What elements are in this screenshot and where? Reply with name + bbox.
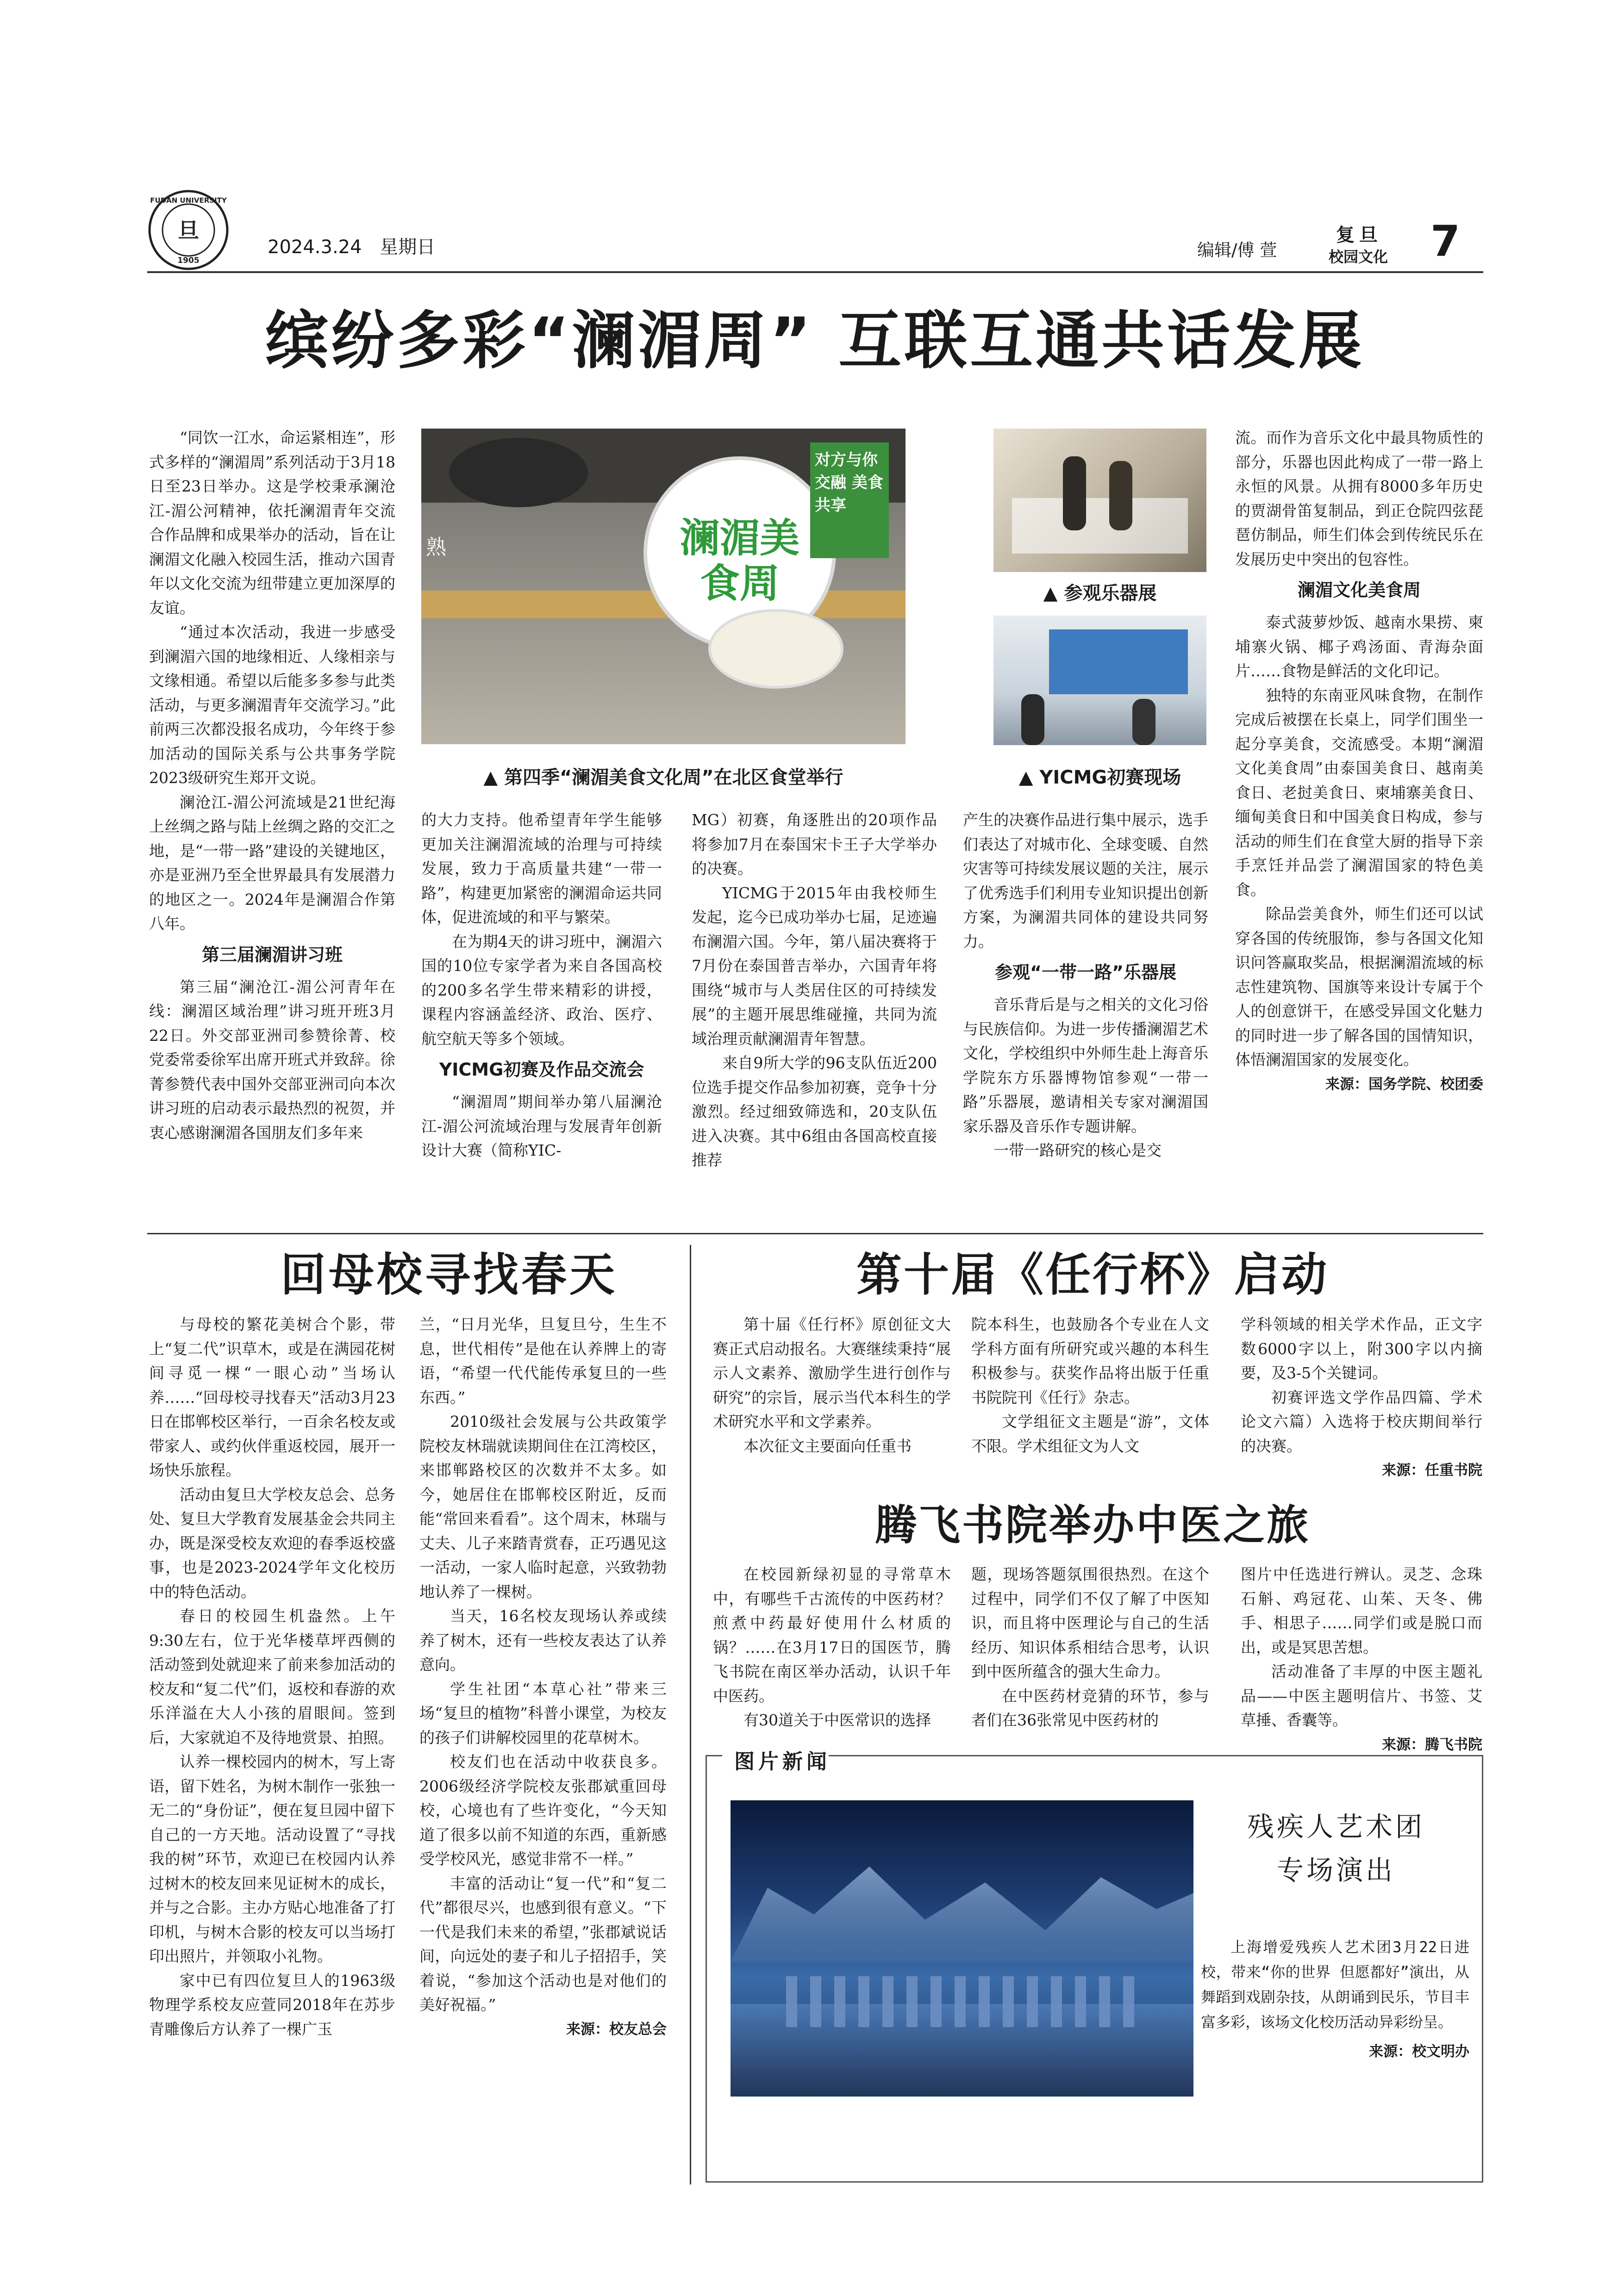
food-week-photo <box>421 429 906 744</box>
paragraph: 活动由复旦大学校友总会、总务处、复旦大学教育发展基金会共同主办，既是深受校友欢迎的春季返校盛事，也是2023-2024学年文化校历中的特色活动。 <box>149 1485 395 1601</box>
paragraph: 初赛评选文学作品四篇、学术论文六篇）入选将于校庆期间举行的决赛。 <box>1241 1388 1482 1455</box>
paragraph: 图片中任选进行辨认。灵芝、念珠石斛、鸡冠花、山茱、天冬、佛手、相思子……同学们或是脱口而出，或是冥思苦想。 <box>1241 1565 1482 1656</box>
subheading: 参观“一带一路”乐器展 <box>995 962 1176 983</box>
paragraph: 第十届《任行杯》原创征文大赛正式启动报名。大赛继续秉持“展示人文素养、激励学生进行创作与研究”的宗旨，展示当代本科生的学术研究水平和文学素养。 <box>713 1315 951 1431</box>
photo-news-title-line: 残疾人艺术团 <box>1247 1811 1425 1842</box>
lancang-column-1 <box>149 426 395 1259</box>
photo-news-title <box>1206 1805 1466 1892</box>
paragraph: 独特的东南亚风味食物，在制作完成后被摆在长桌上，同学们围坐一起分享美食，交流感受。本期“澜湄文化美食周”由泰国美食日、越南美食日、老挝美食日、柬埔寨美食日、缅甸美食日和中国美食日构成，参与活动的师生们在食堂大厨的指导下亲手烹饪并品尝了澜湄国家的特色美食。 <box>1235 686 1483 899</box>
paragraph: 音乐背后是与之相关的文化习俗与民族信仰。为进一步传播澜湄艺术文化，学校组织中外师生赴上海音乐学院东方乐器博物馆参观“一带一路”乐器展，邀请相关专家对澜湄国家乐器及音乐作专题讲解。 <box>963 996 1208 1135</box>
paragraph: 来自9所大学的96支队伍近200位选手提交作品参加初赛，竞争十分激烈。经过细致筛选和，20支队伍进入决赛。其中6组由各国高校直接推荐 <box>692 1054 937 1169</box>
main-headline: 缤纷多彩“澜湄周” 互联互通共话发展 <box>265 305 1365 378</box>
photo-news-title-line: 专场演出 <box>1276 1854 1395 1886</box>
yicmg-contest-photo <box>993 616 1206 745</box>
article-source: 来源：任重书院 <box>1382 1462 1482 1479</box>
paragraph: 一带一路研究的核心是交 <box>993 1141 1162 1159</box>
seal-text: FUDAN UNIVERSITY <box>150 196 227 205</box>
vertical-divider <box>690 1245 691 2184</box>
renxing-column-2 <box>971 1313 1209 1507</box>
paragraph: 除品尝美食外，师生们还可以试穿各国的传统服饰，参与各国文化知识问答赢取奖品，根据澜湄流域的标志性建筑物、国旗等来设计专属于个人的创意饼干，在感受异国文化魅力的同时进一步了解各国的国情知识，体悟澜湄国家的发展变化。 <box>1235 905 1483 1069</box>
paragraph: 在为期4天的讲习班中，澜湄六国的10位专家学者为来自各国高校的200多名学生带来精彩的讲授，课程内容涵盖经济、政治、医疗、航空航天等多个领域。 <box>421 932 662 1048</box>
lancang-column-2 <box>421 808 662 1225</box>
paragraph: 学生社团“本草心社”带来三场“复旦的植物”科普小课堂，为校友的孩子们讲解校园里的花草树木。 <box>419 1680 667 1747</box>
renxing-column-3 <box>1241 1313 1482 1507</box>
paragraph: 有30道关于中医常识的选择 <box>743 1711 931 1729</box>
paragraph: 当天，16名校友现场认养或续养了树木，还有一些校友表达了认养意向。 <box>419 1607 667 1674</box>
renxing-column-1 <box>713 1313 951 1507</box>
paragraph: 活动准备了丰厚的中医主题礼品——中医主题明信片、书签、艾草捶、香囊等。 <box>1241 1662 1482 1729</box>
paragraph: 文学组征文主题是“游”，文体不限。学术组征文为人文 <box>971 1412 1209 1455</box>
paragraph: 学科领域的相关学术作品，正文字数6000字以上，附300字以内摘要，及3-5个关键词。 <box>1241 1315 1482 1382</box>
lancang-column-3 <box>692 808 937 1225</box>
alumni-column-1 <box>149 1313 395 2183</box>
paragraph: 产生的决赛作品进行集中展示，选手们表达了对城市化、全球变暖、自然灾害等可持续发展议题的关注，展示了优秀选手们利用专业知识提出创新方案，为澜湄共同体的建设共同努力。 <box>963 811 1208 951</box>
paragraph: 校友们也在活动中收获良多。2006级经济学院校友张郡斌重回母校，心境也有了些许变化，“今天知道了很多以前不知道的东西，重新感受学校风光，感觉非常不一样。” <box>419 1753 667 1868</box>
paragraph: 本次征文主要面向任重书 <box>743 1437 912 1455</box>
food-bowl <box>708 609 843 689</box>
article-source: 来源：国务学院、校团委 <box>1325 1076 1483 1093</box>
yicmg-photo-caption: ▲ YICMG初赛现场 <box>1018 767 1181 788</box>
lancang-column-4 <box>963 808 1208 1225</box>
renxing-headline: 第十届《任行杯》启动 <box>856 1248 1329 1301</box>
paragraph: 题，现场答题氛围很热烈。在这个过程中，同学们不仅了解了中医知识，而且将中医理论与自己的生活经历、知识体系相结合思考，认识到中医所蕴含的强大生命力。 <box>971 1565 1209 1680</box>
date-text: 2024.3.24 <box>268 236 362 258</box>
paragraph: YICMG于2015年由我校师生发起，迄今已成功举办七届，足迹遍布澜湄六国。今年，第八届决赛将于7月份在泰国普吉举办，六国青年将围绕“城市与人类居住区的可持续发展”的主题开展思维碰撞，共同为流域治理贡献澜湄青年智慧。 <box>692 884 937 1048</box>
photo-news-label: 图片新闻 <box>734 1750 831 1773</box>
tcm-column-3 <box>1241 1562 1482 1753</box>
paragraph: 兰，“日月光华，旦复旦兮，生生不息，世代相传”是他在认养牌上的寄语，“希望一代代能传承复旦的一些东西。” <box>419 1315 667 1406</box>
section-logo: 复旦 <box>1336 224 1382 246</box>
paragraph: 与母校的繁花美树合个影，带上“复二代”识草木，或是在满园花树间寻觅一棵“一眼心动”当场认养……“回母校寻找春天”活动3月23日在邯郸校区举行，一百余名校友或带家人、或约伙伴重返校园，展开一场快乐旅程。 <box>149 1315 395 1479</box>
lancang-column-5 <box>1235 426 1483 1226</box>
photo-news-text: 上海增爱残疾人艺术团3月22日进校，带来“你的世界 但愿都好”演出，从舞蹈到戏剧杂技，从朗诵到民乐，节目丰富多彩，该场文化校历活动异彩纷呈。 <box>1201 1938 1469 2031</box>
paragraph: 流。而作为音乐文化中最具物质性的部分，乐器也因此构成了一带一路上永恒的风景。从拥有8000多年历史的贾湖骨笛复制品，到正仓院四弦琵琶仿制品，师生们体会到传统民乐在发展历史中突出的包容性。 <box>1235 429 1483 568</box>
tcm-column-1 <box>713 1562 951 1738</box>
subheading: 澜湄文化美食周 <box>1297 580 1421 600</box>
section-divider <box>147 1233 1483 1234</box>
university-seal-logo <box>147 189 230 271</box>
paragraph: 院本科生，也鼓励各个专业在人文学科方面有所研究或兴趣的本科生积极参与。获奖作品将出版于任重书院院刊《任行》杂志。 <box>971 1315 1209 1406</box>
paragraph: 第三届“澜沧江-湄公河青年在线：澜湄区域治理”讲习班开班3月22日。外交部亚洲司参赞徐菁、校党委常委徐军出席开班式并致辞。徐菁参赞代表中国外交部亚洲司向本次讲习班的启动表示最热烈的祝贺，并衷心感谢澜湄各国朋友们多年来 <box>149 977 395 1142</box>
paragraph: 在中医药材竞猜的环节，参与者们在36张常见中医药材的 <box>971 1686 1209 1729</box>
paragraph: 2010级社会发展与公共政策学院校友林瑞就读期间住在江湾校区，来邯郸路校区的次数并不太多。如今，她居住在邯郸校区附近，反而能“常回来看看”。这个周末，林瑞与丈夫、儿子来踏青赏春，正巧遇见这一活动，一家人临时起意，兴致勃勃地认养了一棵树。 <box>419 1412 667 1601</box>
photo-news-source: 来源：校文明办 <box>1369 2043 1469 2060</box>
exhibition-photo-caption: ▲ 参观乐器展 <box>1043 583 1157 604</box>
tcm-headline: 腾飞书院举办中医之旅 <box>875 1500 1310 1549</box>
food-photo-caption: ▲ 第四季“澜湄美食文化周”在北区食堂举行 <box>483 767 843 788</box>
paragraph: 澜沧江-湄公河流域是21世纪海上丝绸之路与陆上丝绸之路的交汇之地，是“一带一路”建设的关键地区，亦是亚洲乃至全世界最具有发展潜力的地区之一。2024年是澜湄合作第八年。 <box>149 793 395 933</box>
alumni-headline: 回母校寻找春天 <box>280 1248 618 1301</box>
shelf-label: 熟 <box>426 535 446 559</box>
paragraph: 认养一棵校园内的树木，写上寄语，留下姓名，为树木制作一张独一无二的“身份证”，便在复旦园中留下自己的一方天地。活动设置了“寻找我的树”环节，欢迎已在校园内认养过树木的校友回来见证树木的成长，并与之合影。主办方贴心地准备了打印机，与树木合影的校友可以当场打印出照片，并领取小礼物。 <box>149 1753 395 1965</box>
seal-year: 1905 <box>177 256 200 265</box>
paragraph: “澜湄周”期间举办第八届澜沧江-湄公河流域治理与发展青年创新设计大赛（简称YIC- <box>421 1093 662 1159</box>
paragraph: 的大力支持。他希望青年学生能够更加关注澜湄流域的治理与可持续发展，致力于高质量共建“一带一路”，构建更加紧密的澜湄命运共同体，促进流域的和平与繁荣。 <box>421 811 662 926</box>
masthead-rule <box>147 271 1483 273</box>
issue-date <box>268 232 435 259</box>
paragraph: 春日的校园生机盎然。上午9:30左右，位于光华楼草坪西侧的活动签到处就迎来了前来参加活动的校友和“复二代”们，返校和春游的欢乐洋溢在大人小孩的眉眼间。签到后，大家就迫不及待地赏景、拍照。 <box>149 1607 395 1747</box>
subheading: YICMG初赛及作品交流会 <box>439 1059 644 1080</box>
paragraph: MG）初赛，角逐胜出的20项作品将参加7月在泰国宋卡王子大学举办的决赛。 <box>692 811 937 877</box>
svg-text:旦: 旦 <box>178 218 199 243</box>
paragraph: 家中已有四位复旦人的1963级物理学系校友应萱同2018年在苏步青雕像后方认养了一棵广玉 <box>149 1971 395 2038</box>
subheading: 第三届澜湄讲习班 <box>201 944 343 965</box>
weekday-text: 星期日 <box>380 236 436 258</box>
paragraph: “同饮一江水，命运紧相连”，形式多样的“澜湄周”系列活动于3月18日至23日举办。这是学校秉承澜沧江-湄公河精神，依托澜湄青年交流合作品牌和成果举办的活动，旨在让澜湄文化融入校园生活，推动六国青年以文化交流为纽带建立更加深厚的友谊。 <box>149 429 395 617</box>
tcm-column-2 <box>971 1562 1209 1738</box>
article-source: 来源：腾飞书院 <box>1382 1736 1482 1753</box>
alumni-column-2 <box>419 1313 667 2183</box>
sign-text: 澜湄美食周 <box>680 515 800 607</box>
instrument-exhibition-photo <box>993 429 1206 572</box>
performance-photo <box>731 1800 1193 2097</box>
paragraph: 泰式菠萝炒饭、越南水果捞、柬埔寨火锅、椰子鸡汤面、青海杂面片……食物是鲜活的文化印记。 <box>1235 613 1483 680</box>
page-number: 7 <box>1430 217 1461 266</box>
editor-credit: 编辑/傅 萱 <box>1197 240 1277 260</box>
article-source: 来源：校友总会 <box>566 2021 667 2038</box>
paragraph: 丰富的活动让“复一代”和“复二代”都很尽兴，也感到很有意义。“下一代是我们未来的希望，”张郡斌说话间，向远处的妻子和儿子招招手，笑着说，“参加这个活动也是对他们的美好祝福。” <box>419 1874 667 2014</box>
photo-news-body <box>1201 1935 1469 2064</box>
paragraph: “通过本次活动，我进一步感受到澜湄六国的地缘相近、人缘相亲与文缘相通。希望以后能多多参与此类活动，与更多澜湄青年交流学习。”此前两三次都没报名成功，今年终于参加活动的国际关系与公共事务学院2023级研究生郑开文说。 <box>149 623 395 787</box>
side-sign: 对方与你交融 美食共享 <box>810 442 889 558</box>
section-name: 校园文化 <box>1329 248 1388 266</box>
paragraph: 在校园新绿初显的寻常草木中，有哪些千古流传的中医药材？煎煮中药最好使用什么材质的锅？……在3月17日的国医节，腾飞书院在南区举办活动，认识千年中医药。 <box>713 1565 951 1705</box>
